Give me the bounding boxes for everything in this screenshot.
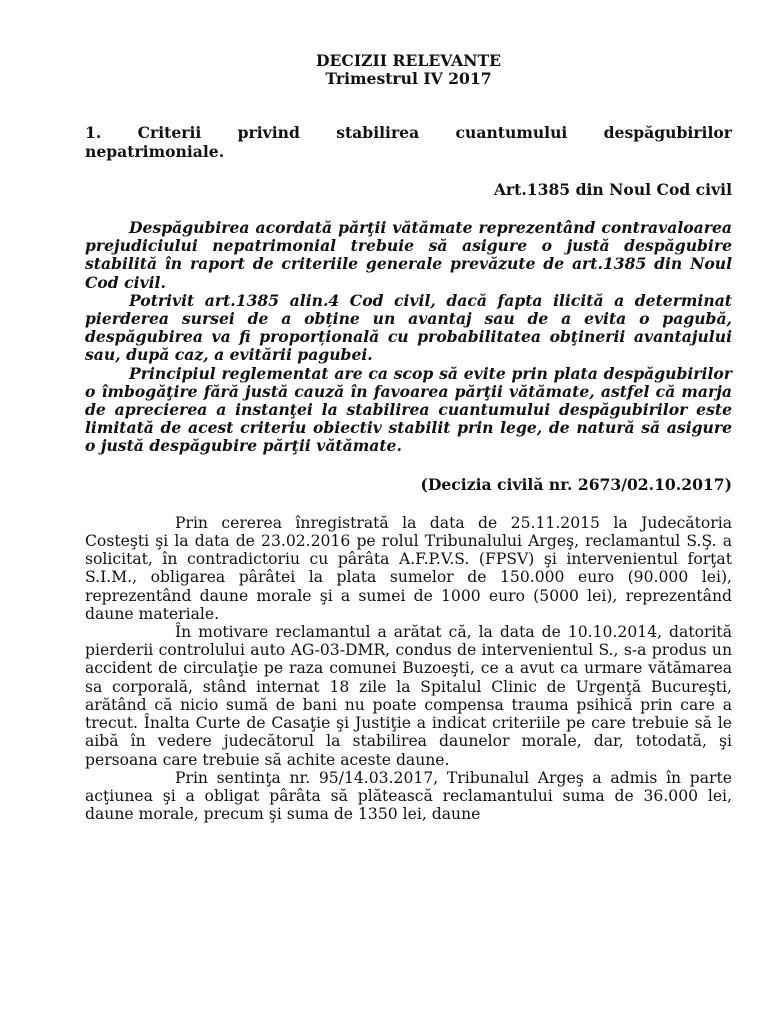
document-page — [85, 52, 732, 823]
body-paragraph-2: În motivare reclamantul a arătat că, la data de 10.10.2014, datorită pierderii controlului auto AG-03-DMR, condus de intervenientul S., s-a produs un accident de circulaţie pe raza comunei Buzoeşti, ce a avut ca urmare vătămarea sa corporală, stând internat 18 zile la Spitalul Clinic de Urgenţă Bucureşti, arătând că nicio sumă de bani nu poate compensa trauma psihică prin care a trecut. Înalta Curte de Casaţie şi Justiţie a indicat criteriile pe care trebuie să le aibă în vedere judecătorul la stabilirea daunelor morale, dar, totodată, şi persoana care trebuie să achite aceste daune. — [85, 623, 732, 769]
body-paragraph-1: Prin cererea înregistrată la data de 25.11.2015 la Judecătoria Costeşti şi la data de 23.02.2016 pe rolul Tribunalului Argeş, reclamantul S.Ş. a solicitat, în contradictoriu cu pârâta A.F.P.V.S. (FPSV) şi intervenientul forţat S.I.M., obligarea pârâtei la plata sumelor de 150.000 euro (90.000 lei), reprezentând daune morale şi a sumei de 1000 euro (5000 lei), reprezentând daune materiale. — [85, 513, 732, 623]
summary-paragraph-1: Despăgubirea acordată părţii vătămate reprezentând contravaloarea prejudiciului nepatrimonial trebuie să asigure o justă despăgubire stabilită în raport de criteriile generale prevăzute de art.1385 din Noul Cod civil. — [85, 218, 732, 292]
section-heading — [85, 124, 732, 142]
document-subtitle: Trimestrul IV 2017 — [325, 69, 492, 89]
document-title: DECIZII RELEVANTE — [316, 51, 501, 70]
summary-paragraph-3: Principiul reglementat are ca scop să evite prin plata despăgubirilor o îmbogăţire fără justă cauză în favoarea părţii vătămate, astfel că marja de aprecierea a instanţei la stabilirea cuantumului despăgubirilor este limitată de acest criteriu obiectiv stabilit prin lege, de natură să asigure o justă despăgubire părţii vătămate. — [85, 363, 732, 456]
section-heading-line2: nepatrimoniale. — [85, 141, 225, 161]
section-number: 1. — [85, 123, 102, 143]
decision-reference: (Decizia civilă nr. 2673/02.10.2017) — [420, 474, 732, 494]
article-reference: Art.1385 din Noul Cod civil — [493, 179, 732, 199]
summary-paragraph-2: Potrivit art.1385 alin.4 Cod civil, dacă fapta ilicită a determinat pierderea sursei de a obține un avantaj sau de a evita o pagubă, despăgubirea va fi proporțională cu probabilitatea obţinerii avantajului sau, după caz, a evitării pagubei. — [85, 290, 732, 365]
body-paragraph-3: Prin sentinţa nr. 95/14.03.2017, Tribunalul Argeş a admis în parte acţiunea şi a obligat pârâta să plătească reclamantului suma de 36.000 lei, daune morale, precum şi suma de 1350 lei, daune — [85, 768, 732, 824]
section-heading-line1: Criterii privind stabilirea cuantumului despăgubirilor — [137, 123, 733, 143]
